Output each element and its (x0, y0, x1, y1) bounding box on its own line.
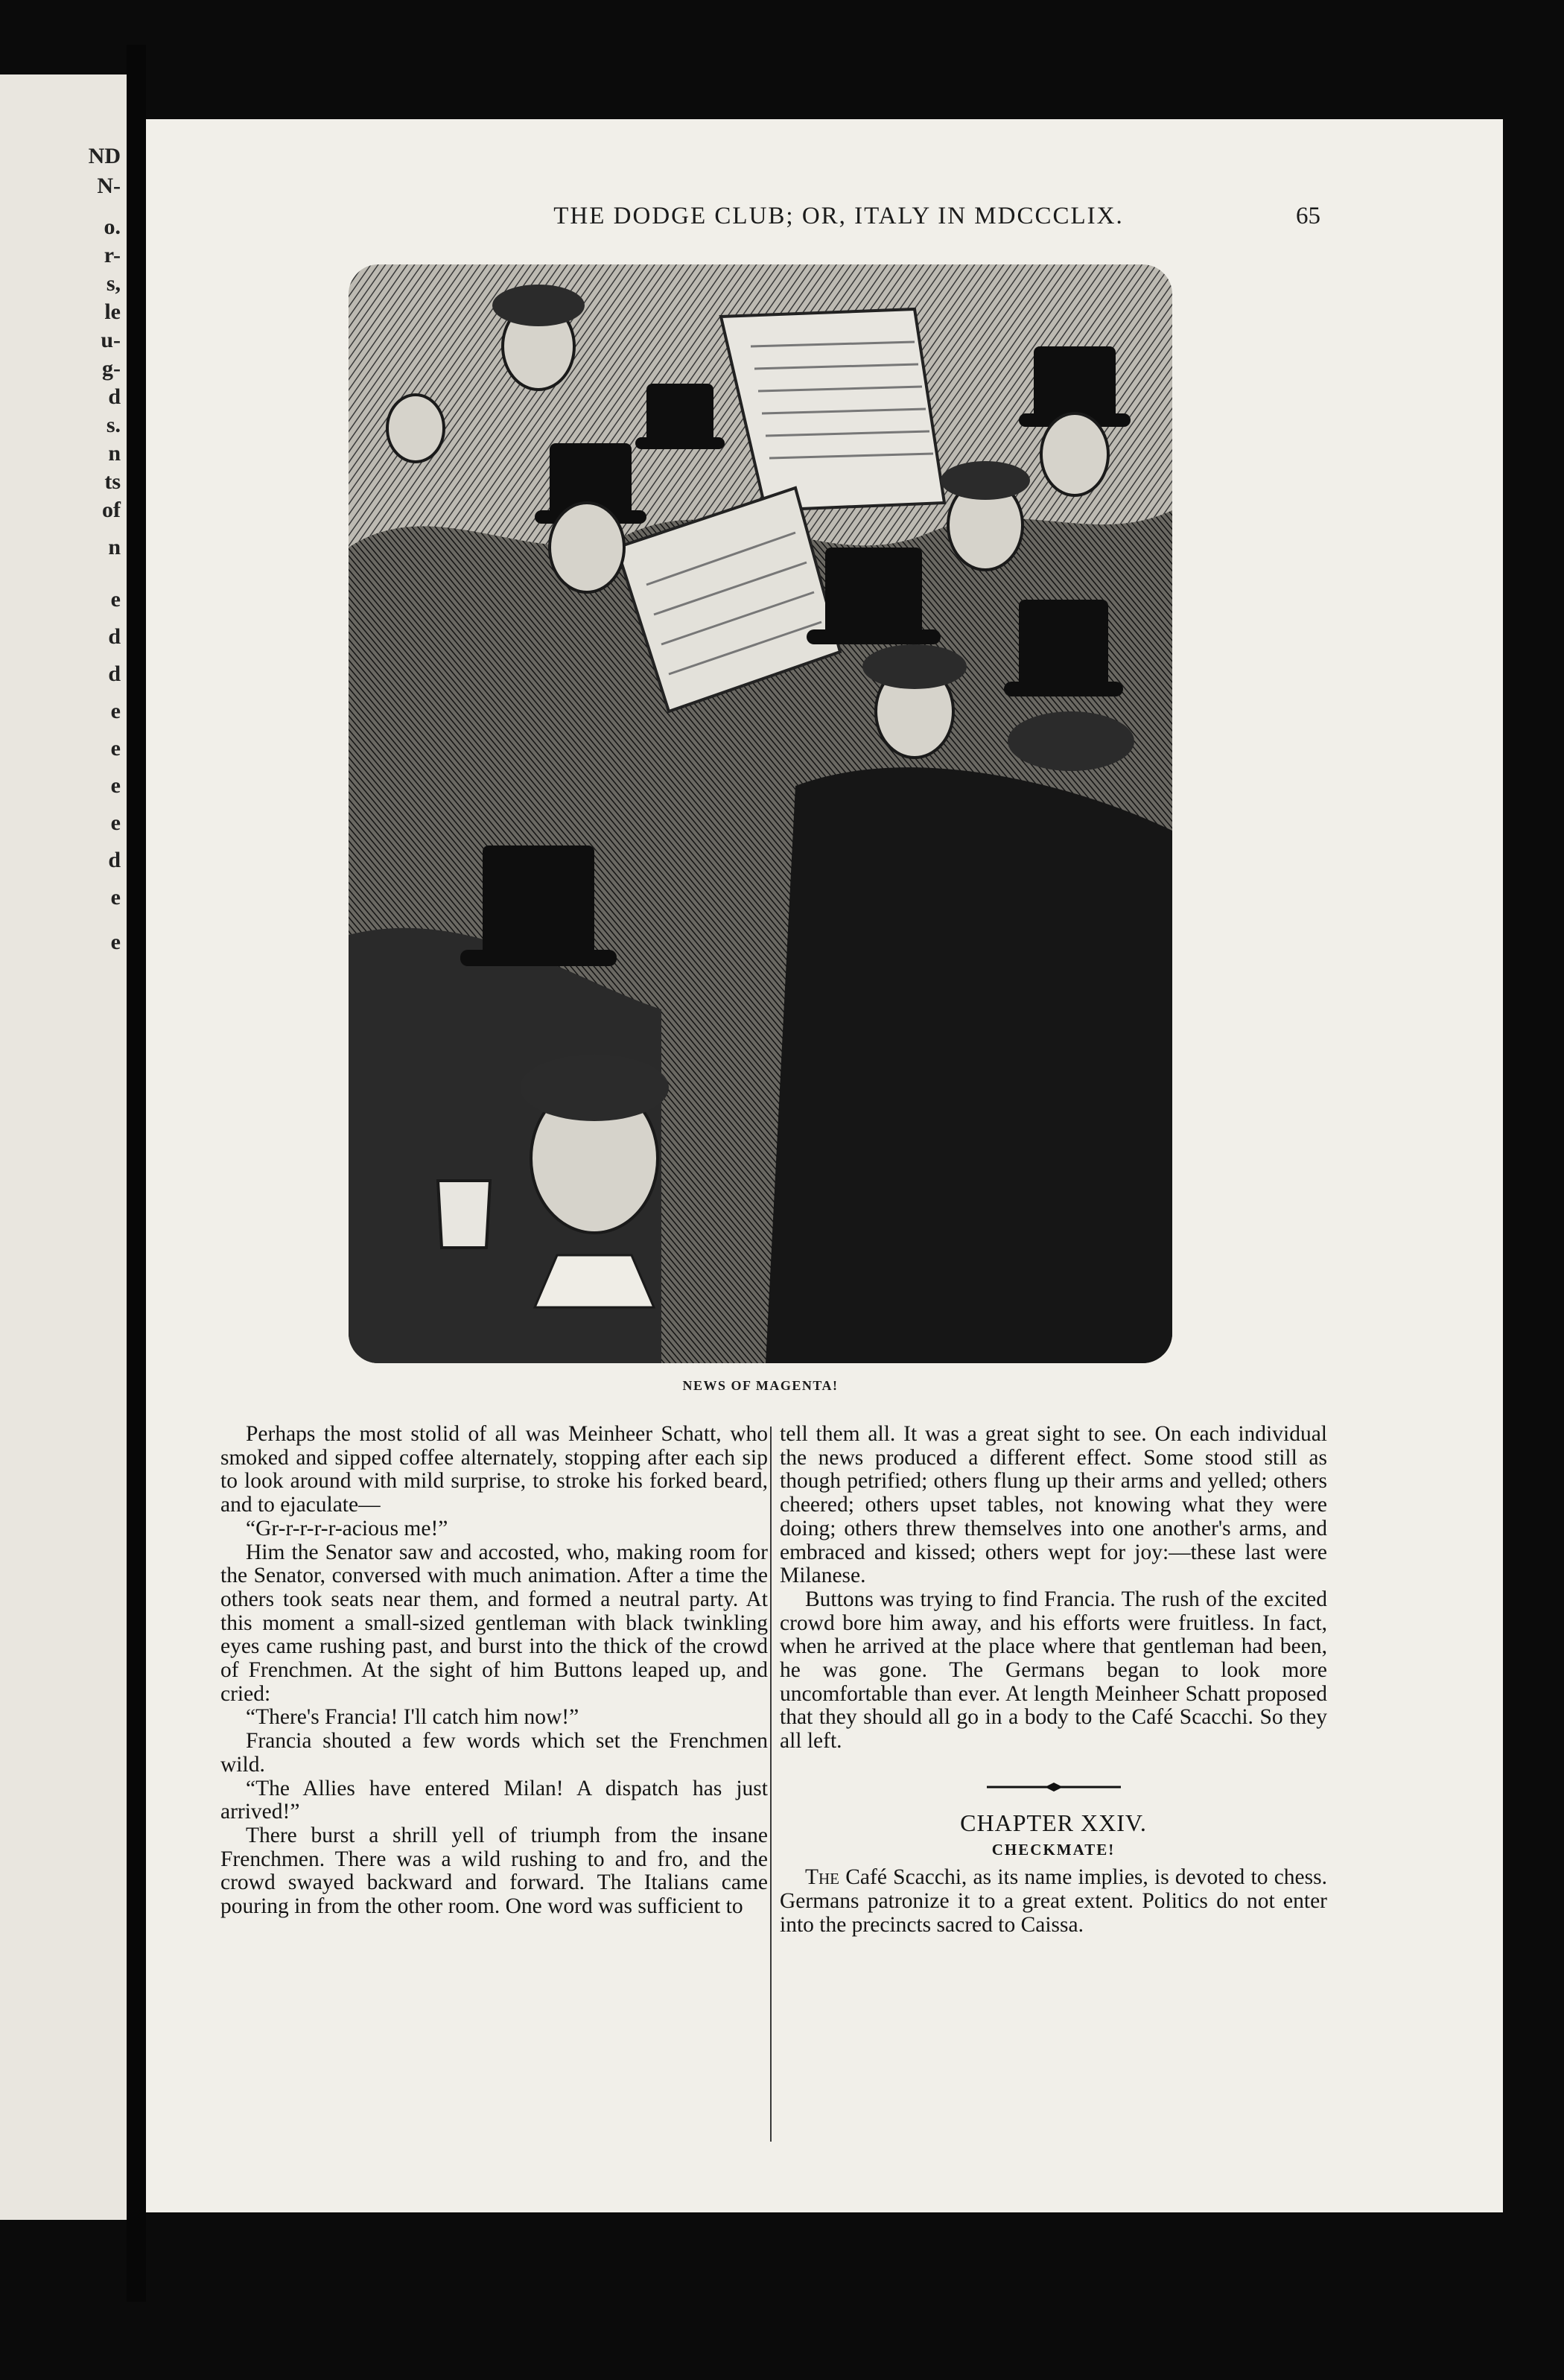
facing-page-fragment: r- (104, 243, 121, 267)
facing-page-fragment: N- (97, 174, 121, 198)
right-paragraphs (780, 1423, 1327, 1754)
facing-page-fragment: of (102, 498, 121, 522)
facing-page-fragment: d (108, 661, 121, 686)
facing-page-fragment: e (110, 930, 121, 954)
crowd-engraving (349, 264, 1172, 1363)
chapter-first-word: The (805, 1865, 840, 1890)
facing-page-fragment: ts (104, 469, 121, 494)
column-divider (770, 1427, 772, 2142)
facing-page-fragment: le (104, 299, 121, 324)
section-ornament (987, 1782, 1121, 1792)
engraving-illustration (349, 264, 1172, 1363)
facing-page-fragment: d (108, 624, 121, 649)
running-head: THE DODGE CLUB; OR, ITALY IN MDCCCLIX. (553, 203, 1124, 229)
facing-page-fragment: n (108, 535, 121, 559)
illustration-caption: NEWS OF MAGENTA! (682, 1378, 839, 1393)
paragraph: “There's Francia! I'll catch him now!” (246, 1705, 579, 1730)
facing-page-fragment: e (110, 885, 121, 910)
book-gutter (127, 45, 146, 2302)
facing-page-fragment: e (110, 810, 121, 835)
facing-page-fragment: n (108, 441, 121, 466)
facing-page-fragment: e (110, 587, 121, 612)
text-column-right (780, 1423, 1327, 1937)
text-column-left (220, 1423, 768, 1919)
facing-page-fragment: o. (104, 215, 121, 239)
chapter-title: CHECKMATE! (991, 1840, 1116, 1859)
facing-page-strip (0, 74, 127, 2220)
chapter-opening-paragraph (780, 1866, 1327, 1937)
facing-page-fragment: g- (102, 356, 121, 381)
chapter-heading: CHAPTER XXIV. (960, 1809, 1147, 1836)
facing-page-fragment: e (110, 773, 121, 798)
paragraph: “Gr-r-r-r-r-acious me!” (246, 1516, 448, 1540)
paragraph: There burst a shrill yell of triumph from the insane Frenchmen. There was a wild rushing to and fro, and the crowd swayed backward and forward. The Italians came pouring in from the other room. One word was sufficient to (220, 1823, 768, 1919)
chapter-opening-text: Café Scacchi, as its name implies, is devoted to chess. Germans patronize it to a great extent. Politics do not enter into the precincts sacred to Caissa. (780, 1865, 1327, 1937)
facing-page-fragment: d (108, 384, 121, 409)
paragraph: “The Allies have entered Milan! A dispatch has just arrived!” (220, 1776, 768, 1824)
paragraph: Francia shouted a few words which set the Frenchmen wild. (220, 1729, 768, 1777)
facing-page-fragment: d (108, 848, 121, 872)
facing-page-fragment: s. (106, 413, 121, 437)
paragraph: Him the Senator saw and accosted, who, making room for the Senator, conversed with much animation. After a time the others took seats near them, and formed a neutral party. At this moment a small-sized gentleman with black twinkling eyes came rushing past, and burst into the thick of the crowd of Frenchmen. At the sight of him Buttons leaped up, and cried: (220, 1540, 768, 1706)
facing-page-fragment: e (110, 736, 121, 761)
paragraph: Buttons was trying to find Francia. The rush of the excited crowd bore him away, and his efforts were fruitless. In fact, when he arrived at the place where that gentleman had been, he was gone. The Germans began to look more uncomfortable than ever. At length Meinheer Schatt proposed that they should all go in a body to the Café Scacchi. So they all left. (780, 1587, 1327, 1754)
facing-page-fragment: e (110, 699, 121, 723)
paragraph: Perhaps the most stolid of all was Meinheer Schatt, who smoked and sipped coffee alternately, stopping after each sip to look around with mild surprise, to stroke his forked beard, and to ejaculate— (220, 1422, 768, 1517)
facing-page-fragment: ND (88, 144, 121, 168)
paragraph: tell them all. It was a great sight to see. On each individual the news produced a different effect. Some stood still as though petrified; others flung up their arms and yelled; others cheered; others upset tables, not knowing what they were doing; others threw themselves into one another's arms, and embraced and kissed; others wept for joy:—these last were Milanese. (780, 1422, 1327, 1588)
facing-page-fragment: s, (106, 271, 121, 296)
facing-page-fragment: u- (101, 328, 121, 352)
page-number: 65 (1296, 203, 1320, 229)
